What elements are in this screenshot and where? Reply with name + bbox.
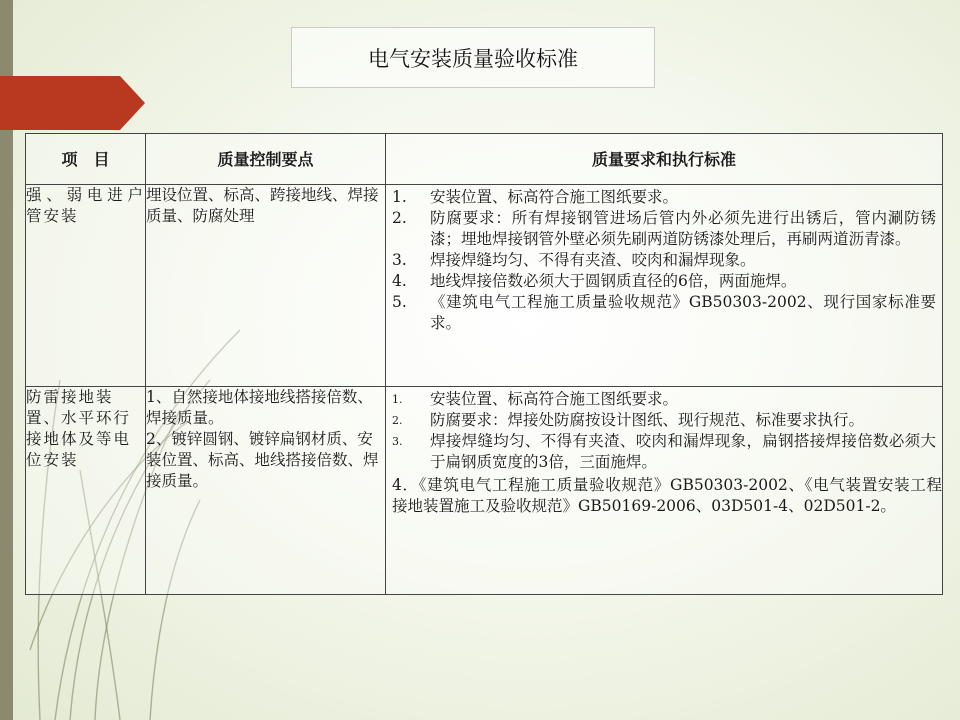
list-item: 2. 防腐要求：焊接处防腐按设计图纸、现行规范、标准要求执行。 [392, 411, 865, 429]
list-item: 4．《建筑电气工程施工质量验收规范》GB50303-2002、《电气装置安装工程 接地装置施工及验收规范》GB50169-2006、03D501-4、02D501-2。 [392, 476, 958, 515]
table-row [26, 387, 943, 595]
header-requirements: 质量要求和执行标准 [386, 134, 943, 185]
list-item: 4. 地线焊接倍数必须大于圆钢质直径的6倍，两面施焊。 [392, 272, 797, 290]
header-control-points: 质量控制要点 [146, 134, 386, 185]
quality-standards-table [25, 133, 958, 595]
row-points [146, 387, 386, 595]
row-item: 防雷接地装置、水平环行接地体及等电位安装 [26, 387, 146, 595]
point-line: 2、镀锌圆钢、镀锌扁钢材质、安装位置、标高、地线搭接倍数、焊接质量。 [146, 430, 379, 490]
arrow-banner-icon [0, 76, 145, 130]
list-item: 2. 防腐要求：所有焊接钢管进场后管内外必须先进行出锈后，管内涮防锈漆；埋地焊接钢管外壁必须先刷两道防锈漆处理后，再刷两道沥青漆。 [392, 209, 936, 248]
row-requirements [386, 185, 943, 387]
row-requirements [386, 387, 958, 595]
list-item: 5. 《建筑电气工程施工质量验收规范》GB50303-2002、现行国家标准要求。 [392, 293, 936, 332]
list-item: 1. 安装位置、标高符合施工图纸要求。 [392, 188, 679, 206]
table-header-row [26, 134, 943, 185]
point-line: 1、自然接地体接地线搭接倍数、焊接质量。 [146, 388, 373, 427]
list-item: 3. 焊接焊缝均匀、不得有夹渣、咬肉和漏焊现象，扁钢搭接焊接倍数必须大于扁钢质宽度的3倍，三面施焊。 [392, 432, 936, 471]
table-row [26, 185, 943, 387]
list-item: 1. 安装位置、标高符合施工图纸要求。 [392, 390, 679, 408]
list-item: 3. 焊接焊缝均匀、不得有夹渣、咬肉和漏焊现象。 [392, 251, 756, 269]
header-item: 项 目 [26, 134, 146, 185]
row-points: 埋设位置、标高、跨接地线、焊接质量、防腐处理 [146, 185, 386, 387]
page-title: 电气安装质量验收标准 [291, 27, 655, 88]
row-item: 强、弱电进户管安装 [26, 185, 146, 387]
